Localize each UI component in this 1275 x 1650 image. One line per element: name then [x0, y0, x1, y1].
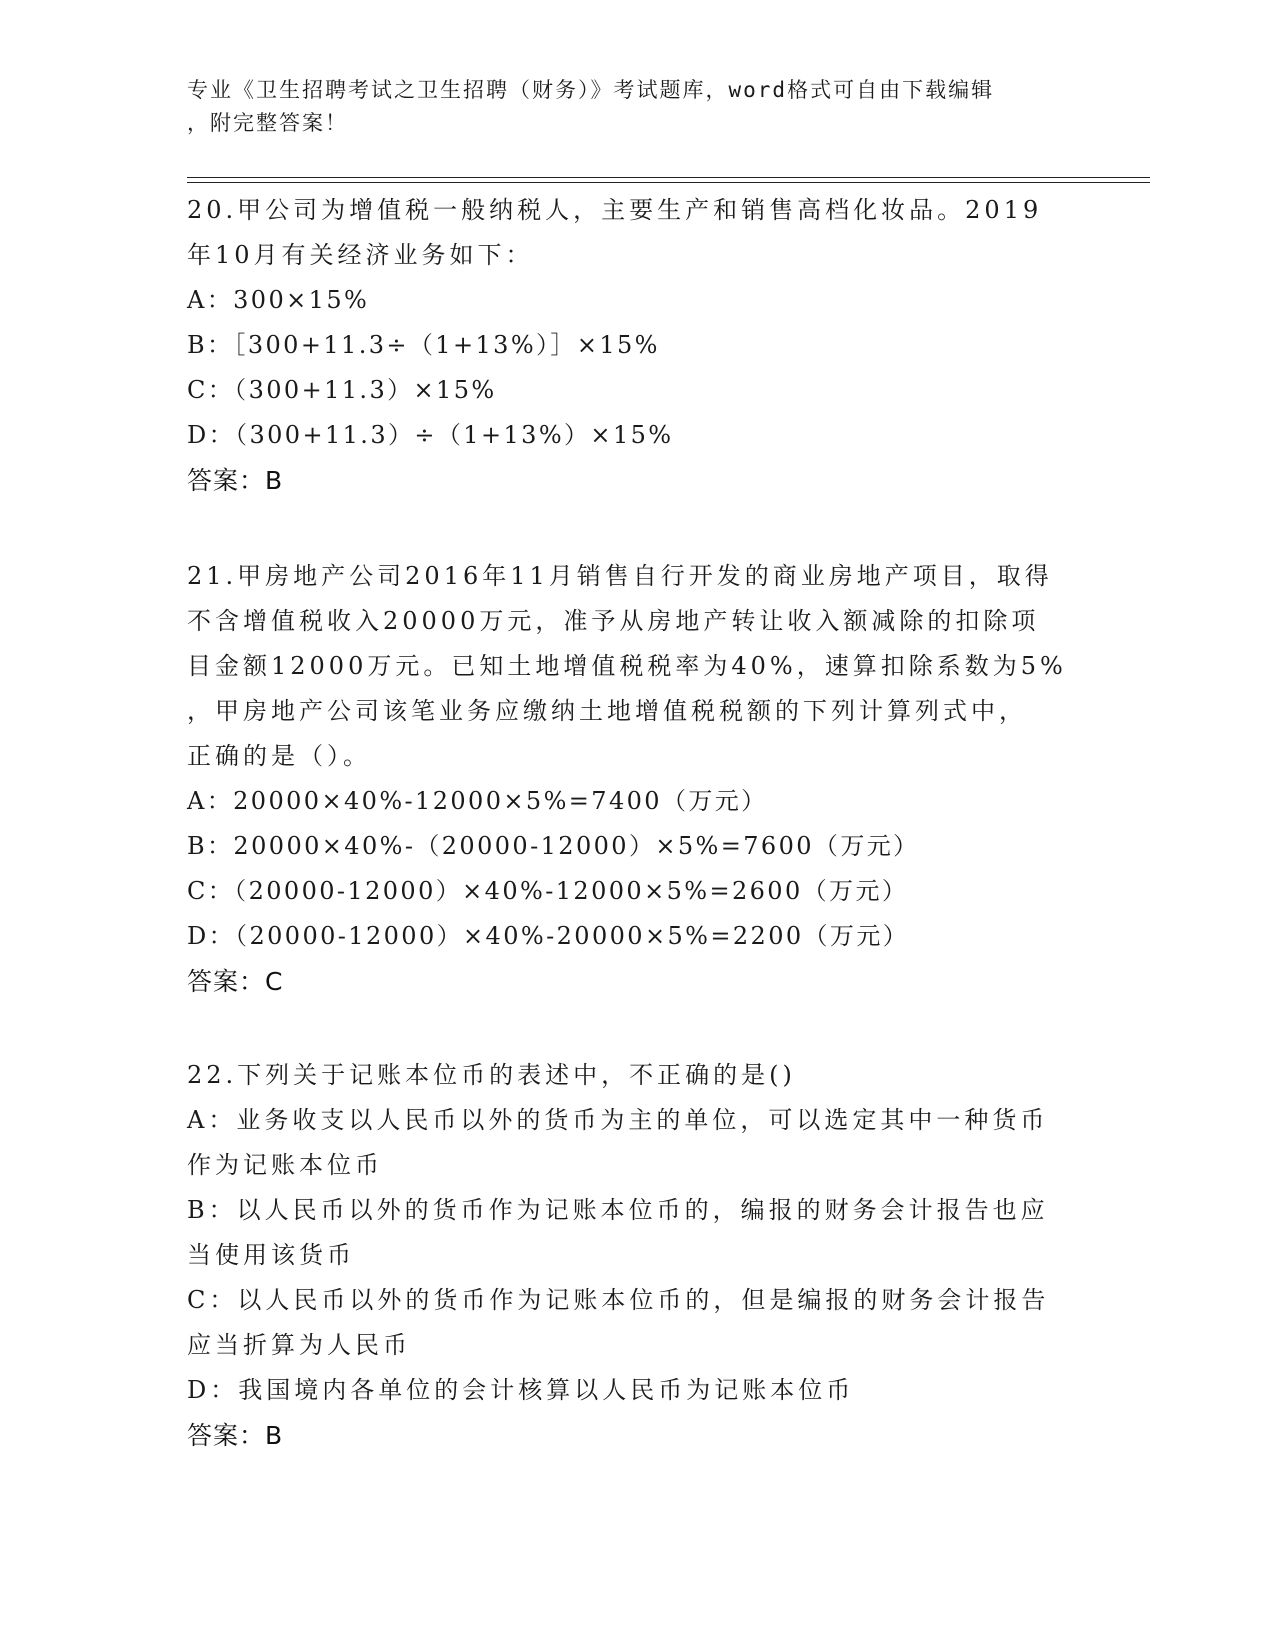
- question-20: [187, 188, 1087, 503]
- option-b: B：20000×40%-（20000-12000）×5%=7600（万元）: [187, 832, 920, 860]
- answer-label: 答案：B: [187, 1421, 284, 1450]
- option-d: D：我国境内各单位的会计核算以人民币为记账本位币: [187, 1376, 855, 1404]
- header-divider-bottom: [187, 182, 1150, 183]
- option-c-continued: 应当折算为人民币: [187, 1331, 411, 1359]
- option-a: A：业务收支以人民币以外的货币为主的单位，可以选定其中一种货币: [187, 1106, 1049, 1134]
- document-header: [187, 74, 1067, 140]
- option-d: D：（20000-12000）×40%-20000×5%=2200（万元）: [187, 922, 910, 950]
- header-divider-top: [187, 177, 1150, 178]
- answer-label: 答案：C: [187, 967, 284, 996]
- header-line-2: ，附完整答案！: [187, 111, 348, 135]
- option-a: A：20000×40%-12000×5%=7400（万元）: [187, 787, 768, 815]
- question-stem-line: 不含增值税收入20000万元，准予从房地产转让收入额减除的扣除项: [187, 607, 1040, 635]
- question-stem-line: ，甲房地产公司该笔业务应缴纳土地增值税税额的下列计算列式中，: [187, 697, 1027, 725]
- option-b: B：以人民币以外的货币作为记账本位币的，编报的财务会计报告也应: [187, 1196, 1049, 1224]
- option-c: C：（300+11.3）×15%: [187, 376, 497, 404]
- question-stem-line: 目金额12000万元。已知土地增值税税率为40%，速算扣除系数为5%: [187, 652, 1067, 680]
- option-b-continued: 当使用该货币: [187, 1241, 355, 1269]
- option-c: C：以人民币以外的货币作为记账本位币的，但是编报的财务会计报告: [187, 1286, 1050, 1314]
- question-stem-line: 22.下列关于记账本位币的表述中，不正确的是(): [187, 1061, 796, 1089]
- question-22: [187, 1053, 1087, 1458]
- question-stem-line: 年10月有关经济业务如下：: [187, 241, 534, 269]
- option-c: C：（20000-12000）×40%-12000×5%=2600（万元）: [187, 877, 909, 905]
- question-21: [187, 554, 1087, 1004]
- option-d: D：（300+11.3）÷（1+13%）×15%: [187, 421, 674, 449]
- answer-label: 答案：B: [187, 466, 284, 495]
- option-b: B：［300+11.3÷（1+13%）］×15%: [187, 331, 660, 359]
- question-stem-line: 20.甲公司为增值税一般纳税人，主要生产和销售高档化妆品。2019: [187, 196, 1043, 224]
- question-stem-line: 正确的是（）。: [187, 742, 371, 770]
- question-stem-line: 21.甲房地产公司2016年11月销售自行开发的商业房地产项目，取得: [187, 562, 1053, 590]
- header-line-1: 专业《卫生招聘考试之卫生招聘（财务）》考试题库，word格式可自由下载编辑: [187, 78, 995, 102]
- option-a-continued: 作为记账本位币: [187, 1151, 383, 1179]
- option-a: A：300×15%: [187, 286, 370, 314]
